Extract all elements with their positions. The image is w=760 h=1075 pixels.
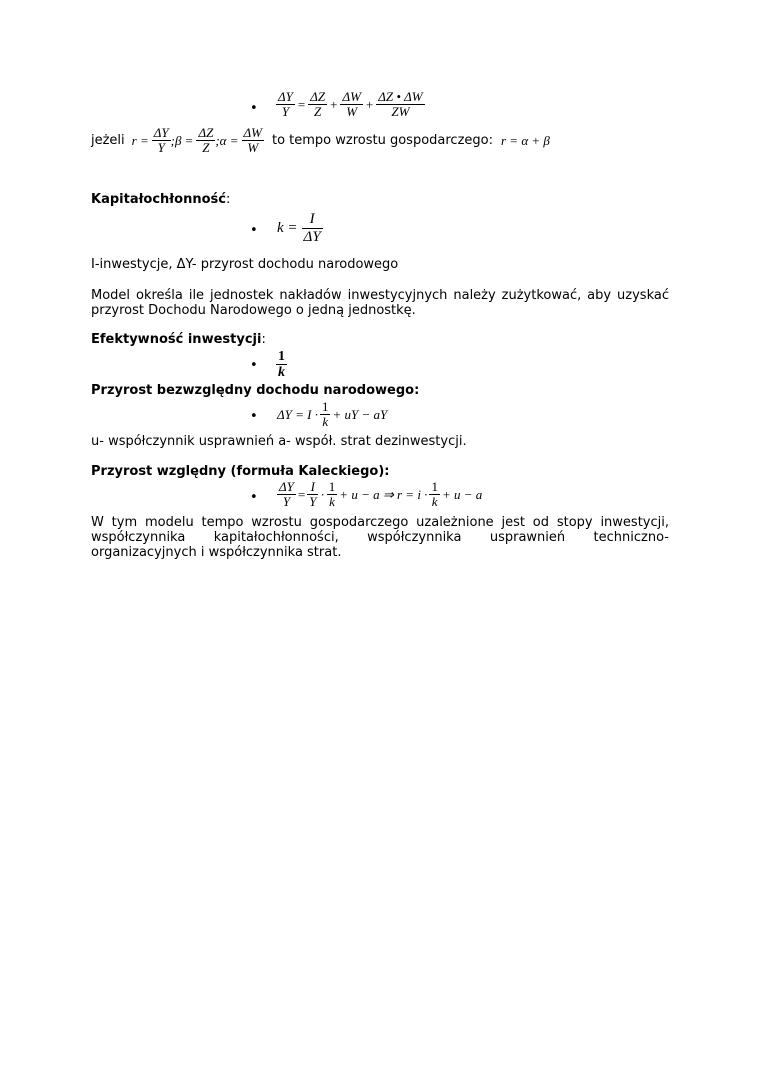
fraction: $\frac{1}{k}$ <box>328 479 336 510</box>
fraction: $\frac{1}{k}$ <box>321 399 329 430</box>
fraction: $\frac{I}{\Delta Y}$ <box>303 211 321 245</box>
kalecki-formula: $\frac{\Delta Y}{Y}$ = $\frac{I}{Y}$ · $\frac{1}{k}$ + u − a ⇒ r = i · $\frac{1}{k}$ + u − a <box>279 479 483 510</box>
fraction: $\frac{\Delta Y}{Y}$ <box>153 125 169 156</box>
section-heading: Efektywność inwestycji: <box>91 332 266 347</box>
fraction: $\frac{\Delta Y}{Y}$ <box>278 89 293 120</box>
bullet: • <box>250 490 258 505</box>
section-heading: Przyrost względny (formuła Kaleckiego): <box>91 464 390 479</box>
fraction: $\frac{\Delta W}{W}$ <box>342 89 361 120</box>
bullet: • <box>250 223 258 238</box>
section-heading: Kapitałochłonność: <box>91 192 231 207</box>
growth-decomposition-formula: $\frac{\Delta Y}{Y}$ = $\frac{\Delta Z}{Z}$ + $\frac{\Delta W}{W}$ + $\frac{\Delta Z • \Delta W}{ZW}$ <box>278 89 423 120</box>
fraction: $\frac{1}{k}$ <box>278 349 285 381</box>
legend-text: I-inwestycje, ΔY- przyrost dochodu narodowego <box>91 257 399 272</box>
fraction: $\frac{\Delta Z • \Delta W}{ZW}$ <box>378 89 423 120</box>
investment-efficiency-formula <box>276 349 287 381</box>
fraction: $\frac{1}{k}$ <box>431 479 438 510</box>
paragraph: W tym modelu tempo wzrostu gospodarczego uzależnione jest od stopy inwestycji, współczynnika kapitałochłonności, współczynnika usprawnień techniczno-organizacyjnych i współczynnika strat. <box>91 515 669 560</box>
fraction: $\frac{\Delta Y}{Y}$ <box>279 479 294 510</box>
bullet: • <box>250 358 258 373</box>
fraction: $\frac{\Delta Z}{Z}$ <box>198 125 214 156</box>
bullet: • <box>250 101 258 116</box>
paragraph: Model określa ile jednostek nakładów inwestycyjnych należy zużytkować, aby uzyskać przyrost Dochodu Narodowego o jedną jednostkę. <box>91 288 669 318</box>
absolute-growth-formula: ΔY = I · $\frac{1}{k}$ + uY − aY <box>277 399 388 430</box>
fraction: $\frac{\Delta W}{W}$ <box>243 125 262 156</box>
definitions-line: jeżeli r = $\frac{\Delta Y}{Y}$ ;β = $\frac{\Delta Z}{Z}$ ;α = $\frac{\Delta W}{W}$ to tempo wzrostu gospodarczego: r = α + β <box>91 125 550 156</box>
legend-text: u- współczynnik usprawnień a- współ. strat dezinwestycji. <box>91 434 467 449</box>
section-heading: Przyrost bezwzględny dochodu narodowego: <box>91 383 420 398</box>
fraction: $\frac{\Delta Z}{Z}$ <box>310 89 326 120</box>
bullet: • <box>250 409 258 424</box>
capital-intensity-formula: k = $\frac{I}{\Delta Y}$ <box>277 211 321 245</box>
fraction: $\frac{I}{Y}$ <box>309 479 317 510</box>
